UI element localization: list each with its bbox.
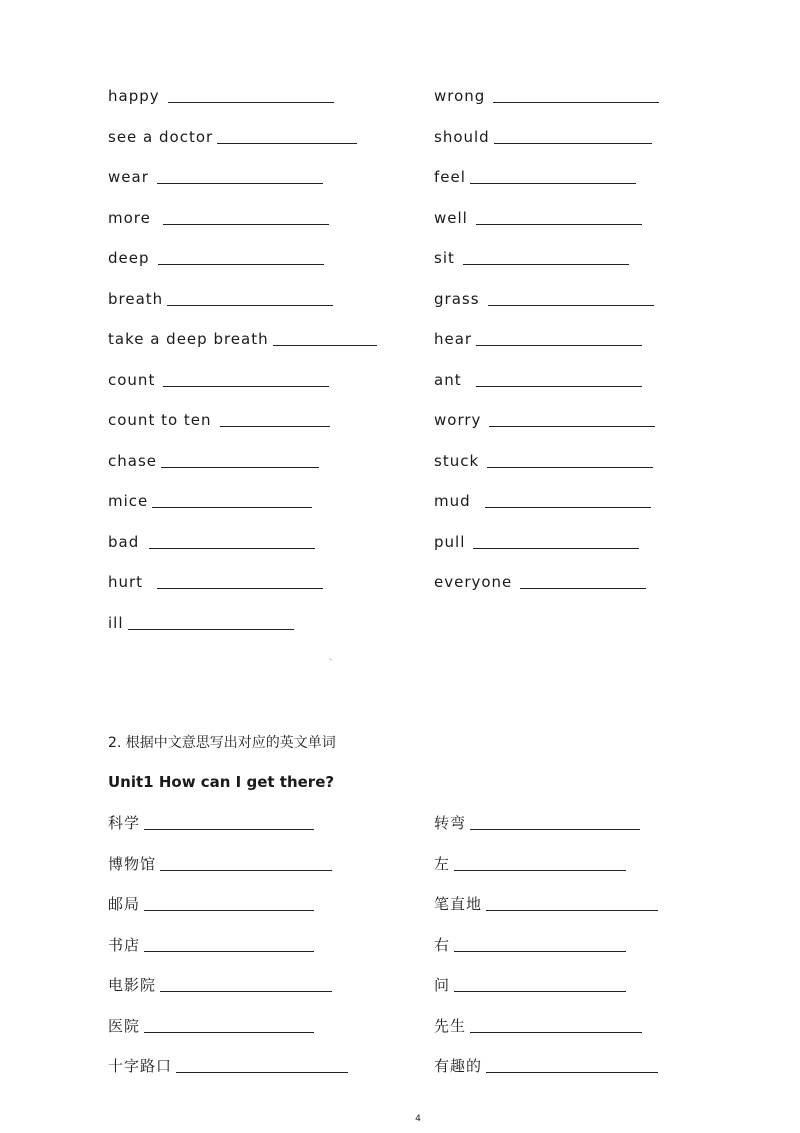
answer-blank[interactable] — [463, 263, 629, 265]
answer-blank[interactable] — [476, 385, 642, 387]
answer-blank[interactable] — [454, 950, 626, 952]
vocab-word: hear — [434, 330, 473, 348]
vocab-word: 左 — [434, 854, 451, 873]
vocab-word: 医院 — [108, 1016, 141, 1035]
answer-blank[interactable] — [273, 344, 377, 346]
vocab-row — [434, 1055, 658, 1096]
vocab-row — [434, 87, 659, 128]
vocab-word: 十字路口 — [108, 1057, 173, 1075]
vocab-word: grass — [434, 289, 480, 308]
vocab-row — [434, 371, 659, 412]
vocab-row — [108, 853, 348, 894]
vocab-row — [108, 411, 377, 452]
vocab-word: ant — [434, 370, 462, 389]
vocab-row — [434, 812, 658, 853]
answer-blank[interactable] — [158, 263, 324, 265]
vocab-row — [434, 974, 658, 1015]
vocab-word: should — [434, 127, 490, 146]
vocab-word: stuck — [434, 451, 480, 470]
answer-blank[interactable] — [470, 828, 640, 830]
answer-blank[interactable] — [167, 304, 333, 306]
answer-blank[interactable] — [220, 425, 330, 427]
answer-blank[interactable] — [493, 101, 659, 103]
vocab-row — [108, 209, 377, 250]
answer-blank[interactable] — [160, 869, 332, 871]
answer-blank[interactable] — [470, 182, 636, 184]
vocab-word: take a deep breath — [108, 330, 269, 348]
vocab-row — [108, 1015, 348, 1056]
vocab-word: 书店 — [108, 935, 141, 954]
answer-blank[interactable] — [454, 990, 626, 992]
vocab-word: see a doctor — [108, 127, 214, 146]
answer-blank[interactable] — [217, 142, 357, 144]
section2-heading: 2. 根据中文意思写出对应的英文单词 — [108, 735, 336, 751]
answer-blank[interactable] — [520, 587, 646, 589]
answer-blank[interactable] — [470, 1031, 642, 1033]
vocab-word: happy — [108, 87, 160, 105]
vocab-word: ill — [108, 613, 124, 632]
answer-blank[interactable] — [476, 223, 642, 225]
vocab-word: count to ten — [108, 411, 212, 429]
vocab-row — [434, 168, 659, 209]
answer-blank[interactable] — [176, 1071, 348, 1073]
vocab-word: 电影院 — [108, 976, 157, 994]
vocab-word: 问 — [434, 976, 451, 994]
vocab-row — [108, 249, 377, 290]
answer-blank[interactable] — [454, 869, 626, 871]
answer-blank[interactable] — [476, 344, 642, 346]
vocab-row — [108, 87, 377, 128]
vocab-row — [108, 330, 377, 371]
vocab-row — [434, 209, 659, 250]
answer-blank[interactable] — [144, 828, 314, 830]
vocab-row — [434, 934, 658, 975]
section2-left-column — [108, 812, 348, 1096]
vocab-row — [108, 371, 377, 412]
vocab-word: 先生 — [434, 1016, 467, 1035]
section2-right-column — [434, 812, 658, 1096]
section1-right-column — [434, 87, 659, 614]
vocab-row — [108, 573, 377, 614]
vocab-word: mice — [108, 492, 149, 510]
answer-blank[interactable] — [161, 466, 319, 468]
vocab-word: chase — [108, 451, 157, 470]
vocab-row — [108, 452, 377, 493]
vocab-row — [108, 614, 377, 655]
vocab-word: wear — [108, 168, 149, 186]
answer-blank[interactable] — [494, 142, 652, 144]
vocab-word: more — [108, 208, 151, 227]
answer-blank[interactable] — [473, 547, 639, 549]
answer-blank[interactable] — [163, 223, 329, 225]
vocab-row — [434, 533, 659, 574]
vocab-word: pull — [434, 532, 466, 551]
answer-blank[interactable] — [144, 1031, 314, 1033]
vocab-row — [108, 533, 377, 574]
vocab-row — [108, 812, 348, 853]
vocab-row — [434, 452, 659, 493]
vocab-word: 科学 — [108, 814, 141, 832]
vocab-row — [108, 974, 348, 1015]
answer-blank[interactable] — [144, 909, 314, 911]
vocab-row — [434, 249, 659, 290]
vocab-word: deep — [108, 249, 150, 267]
vocab-word: breath — [108, 289, 164, 308]
vocab-word: 有趣的 — [434, 1057, 483, 1075]
vocab-row — [108, 128, 377, 169]
vocab-word: bad — [108, 532, 140, 551]
unit-title: Unit1 How can I get there? — [108, 773, 335, 791]
vocab-word: 邮局 — [108, 895, 141, 913]
answer-blank[interactable] — [489, 425, 655, 427]
scan-speck — [329, 658, 332, 661]
vocab-word: 右 — [434, 935, 451, 954]
vocab-word: 转弯 — [434, 814, 467, 832]
vocab-row — [434, 853, 658, 894]
answer-blank[interactable] — [157, 182, 323, 184]
answer-blank[interactable] — [486, 909, 658, 911]
answer-blank[interactable] — [149, 547, 315, 549]
vocab-word: hurt — [108, 573, 144, 591]
vocab-row — [108, 168, 377, 209]
vocab-word: feel — [434, 168, 466, 186]
vocab-row — [434, 893, 658, 934]
vocab-word: sit — [434, 249, 455, 267]
vocab-row — [108, 290, 377, 331]
vocab-row — [434, 573, 659, 614]
vocab-row — [108, 934, 348, 975]
page-number: 4 — [415, 1114, 421, 1124]
answer-blank[interactable] — [487, 466, 653, 468]
answer-blank[interactable] — [144, 950, 314, 952]
answer-blank[interactable] — [163, 385, 329, 387]
vocab-word: well — [434, 208, 468, 227]
vocab-row — [434, 1015, 658, 1056]
vocab-word: 博物馆 — [108, 854, 157, 873]
answer-blank[interactable] — [157, 587, 323, 589]
vocab-row — [434, 411, 659, 452]
answer-blank[interactable] — [160, 990, 332, 992]
answer-blank[interactable] — [485, 506, 651, 508]
vocab-word: mud — [434, 492, 471, 510]
answer-blank[interactable] — [488, 304, 654, 306]
vocab-word: everyone — [434, 573, 513, 591]
vocab-row — [434, 330, 659, 371]
section1-left-column — [108, 87, 377, 654]
answer-blank[interactable] — [128, 628, 294, 630]
answer-blank[interactable] — [152, 506, 312, 508]
vocab-word: 笔直地 — [434, 895, 483, 913]
answer-blank[interactable] — [486, 1071, 658, 1073]
vocab-row — [108, 492, 377, 533]
vocab-row — [108, 893, 348, 934]
vocab-row — [108, 1055, 348, 1096]
vocab-word: count — [108, 370, 156, 389]
answer-blank[interactable] — [168, 101, 334, 103]
vocab-row — [434, 492, 659, 533]
vocab-word: worry — [434, 411, 482, 429]
vocab-row — [434, 128, 659, 169]
vocab-word: wrong — [434, 87, 486, 105]
vocab-row — [434, 290, 659, 331]
